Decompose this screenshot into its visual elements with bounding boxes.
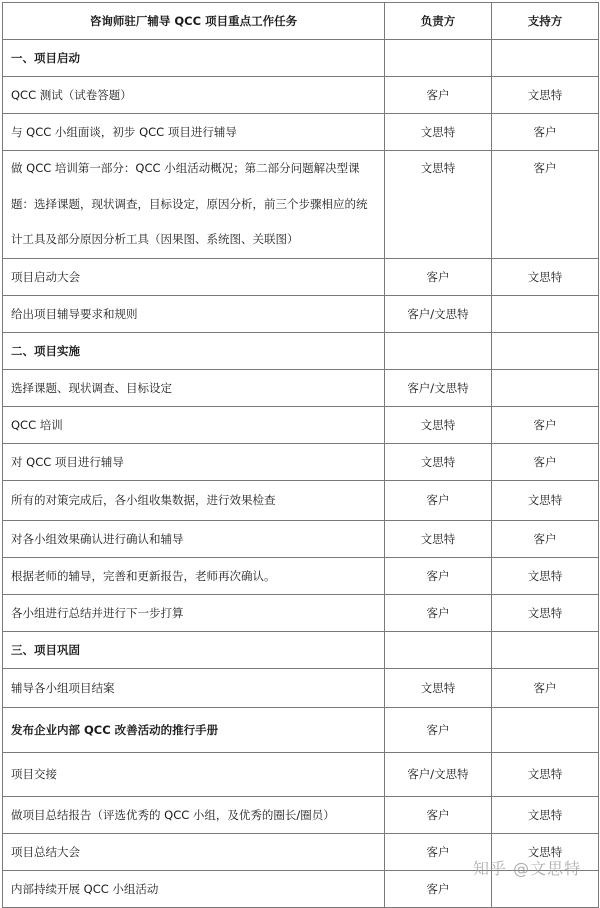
responsible-cell: 客户 bbox=[385, 77, 492, 114]
table-row bbox=[3, 796, 599, 833]
support-cell: 文思特 bbox=[492, 752, 599, 796]
support-cell: 客户 bbox=[492, 114, 599, 151]
support-cell: 文思特 bbox=[492, 796, 599, 833]
task-cell: 辅导各小组项目结案 bbox=[3, 668, 385, 707]
table-row bbox=[3, 668, 599, 707]
support-cell: 客户 bbox=[492, 406, 599, 443]
support-cell: 文思特 bbox=[492, 833, 599, 870]
table-row bbox=[3, 557, 599, 594]
support-cell: 文思特 bbox=[492, 77, 599, 114]
header-responsible: 负责方 bbox=[385, 3, 492, 40]
task-cell: 各小组进行总结并进行下一步打算 bbox=[3, 594, 385, 631]
section-row bbox=[3, 332, 599, 369]
responsible-cell: 客户/文思特 bbox=[385, 369, 492, 406]
responsible-cell: 文思特 bbox=[385, 151, 492, 259]
responsible-cell: 文思特 bbox=[385, 114, 492, 151]
task-cell: 给出项目辅导要求和规则 bbox=[3, 295, 385, 332]
task-cell: 三、项目巩固 bbox=[3, 631, 385, 668]
table-row bbox=[3, 443, 599, 480]
task-cell: 一、项目启动 bbox=[3, 40, 385, 77]
task-cell: 对各小组效果确认进行确认和辅导 bbox=[3, 520, 385, 557]
task-cell: 与 QCC 小组面谈，初步 QCC 项目进行辅导 bbox=[3, 114, 385, 151]
responsible-cell: 客户 bbox=[385, 796, 492, 833]
responsible-cell: 客户/文思特 bbox=[385, 752, 492, 796]
table-row bbox=[3, 77, 599, 114]
responsible-cell: 客户 bbox=[385, 258, 492, 295]
responsible-cell bbox=[385, 332, 492, 369]
table-row bbox=[3, 258, 599, 295]
table-row bbox=[3, 594, 599, 631]
responsible-cell: 客户/文思特 bbox=[385, 295, 492, 332]
section-row bbox=[3, 40, 599, 77]
task-cell: 项目交接 bbox=[3, 752, 385, 796]
task-cell: 所有的对策完成后，各小组收集数据，进行效果检查 bbox=[3, 480, 385, 520]
responsible-cell: 客户 bbox=[385, 833, 492, 870]
table-row bbox=[3, 295, 599, 332]
watermark: 知乎 @文思特 bbox=[473, 859, 582, 878]
task-cell: 做项目总结报告（评选优秀的 QCC 小组，及优秀的圈长/圈员） bbox=[3, 796, 385, 833]
support-cell bbox=[492, 631, 599, 668]
responsible-cell: 客户 bbox=[385, 870, 492, 907]
support-cell: 文思特 bbox=[492, 480, 599, 520]
support-cell bbox=[492, 707, 599, 752]
support-cell bbox=[492, 295, 599, 332]
task-cell: 做 QCC 培训第一部分：QCC 小组活动概况；第二部分问题解决型课题：选择课题，现状调查，目标设定，原因分析，前三个步骤相应的统计工具及部分原因分析工具（因果图、系统图、关联图） bbox=[3, 151, 385, 259]
support-cell: 文思特 bbox=[492, 594, 599, 631]
responsible-cell: 客户 bbox=[385, 594, 492, 631]
responsible-cell: 文思特 bbox=[385, 443, 492, 480]
section-row bbox=[3, 631, 599, 668]
table-row bbox=[3, 406, 599, 443]
header-task: 咨询师驻厂辅导 QCC 项目重点工作任务 bbox=[3, 3, 385, 40]
responsible-cell: 客户 bbox=[385, 480, 492, 520]
table-row bbox=[3, 480, 599, 520]
table-row bbox=[3, 707, 599, 752]
task-cell: 内部持续开展 QCC 小组活动 bbox=[3, 870, 385, 907]
task-cell: 根据老师的辅导，完善和更新报告，老师再次确认。 bbox=[3, 557, 385, 594]
support-cell bbox=[492, 40, 599, 77]
table-row bbox=[3, 114, 599, 151]
table-row bbox=[3, 151, 599, 259]
task-cell: QCC 培训 bbox=[3, 406, 385, 443]
support-cell: 文思特 bbox=[492, 258, 599, 295]
responsible-cell: 文思特 bbox=[385, 406, 492, 443]
qcc-task-table bbox=[2, 2, 599, 908]
task-cell: 项目总结大会 bbox=[3, 833, 385, 870]
responsible-cell: 客户 bbox=[385, 707, 492, 752]
responsible-cell bbox=[385, 631, 492, 668]
task-cell: 对 QCC 项目进行辅导 bbox=[3, 443, 385, 480]
support-cell: 文思特 bbox=[492, 557, 599, 594]
responsible-cell: 文思特 bbox=[385, 668, 492, 707]
support-cell: 客户 bbox=[492, 520, 599, 557]
task-cell: 发布企业内部 QCC 改善活动的推行手册 bbox=[3, 707, 385, 752]
table-header-row bbox=[3, 3, 599, 40]
task-cell: 项目启动大会 bbox=[3, 258, 385, 295]
responsible-cell bbox=[385, 40, 492, 77]
header-support: 支持方 bbox=[492, 3, 599, 40]
support-cell bbox=[492, 332, 599, 369]
support-cell: 客户 bbox=[492, 668, 599, 707]
support-cell bbox=[492, 369, 599, 406]
support-cell: 客户 bbox=[492, 151, 599, 259]
responsible-cell: 文思特 bbox=[385, 520, 492, 557]
responsible-cell: 客户 bbox=[385, 557, 492, 594]
task-cell: 二、项目实施 bbox=[3, 332, 385, 369]
task-cell: 选择课题、现状调查、目标设定 bbox=[3, 369, 385, 406]
table-row bbox=[3, 752, 599, 796]
table-row bbox=[3, 369, 599, 406]
table-row bbox=[3, 520, 599, 557]
support-cell: 客户 bbox=[492, 443, 599, 480]
task-cell: QCC 测试（试卷答题） bbox=[3, 77, 385, 114]
